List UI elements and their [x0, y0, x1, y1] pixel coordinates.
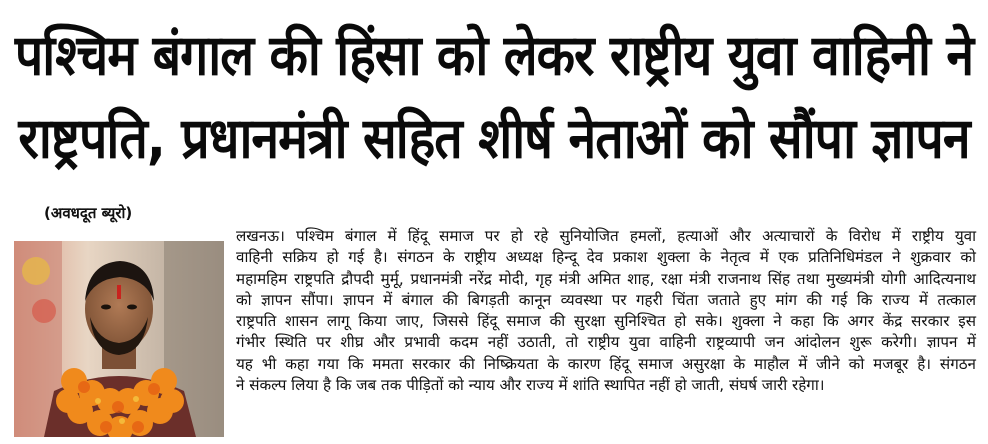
headline: [0, 14, 988, 180]
article-line: महामहिम राष्ट्रपति द्रौपदी मुर्मू, प्रधानमंत्री नरेंद्र मोदी, गृह मंत्री अमित शाह, रक्षा मंत्री राजनाथ सिंह तथा मुख्यमंत्री योगी आदित्यनाथ: [236, 269, 976, 288]
headline-line-1: पश्चिम बंगाल की हिंसा को लेकर राष्ट्रीय युवा वाहिनी ने: [14, 22, 974, 88]
headline-line-2: राष्ट्रपति, प्रधानमंत्री सहित शीर्ष नेताओं को सौंपा ज्ञापन: [18, 105, 970, 171]
article-body: [236, 226, 976, 396]
article-line: गंभीर स्थिति पर शीघ्र और प्रभावी कदम नहीं उठाती, तो राष्ट्रीय युवा वाहिनी राष्ट्रव्यापी जन आंदोलन शुरू करेगी। ज्ञापन में: [236, 333, 976, 352]
byline: (अवधदूत ब्यूरो): [44, 204, 133, 222]
article-line: को ज्ञापन सौंपा। ज्ञापन में बंगाल की बिगड़ती कानून व्यवस्था पर गहरी चिंता जताते हुए मांग की गई कि राज्य में तत्काल: [236, 290, 976, 309]
article-photo: [14, 241, 224, 437]
garlanded-man-photo: [14, 241, 224, 437]
article-line: ने संकल्प लिया है कि जब तक पीड़ितों को न्याय और राज्य में शांति स्थापित नहीं हो जाती, संघर्ष जारी रहेगा।: [236, 376, 825, 395]
article-line: राष्ट्रपति शासन लागू किया जाए, जिससे हिंदू समाज की सुरक्षा सुनिश्चित हो सके। शुक्ला ने कहा कि अगर केंद्र सरकार इस: [236, 312, 976, 331]
article-line: लखनऊ। पश्चिम बंगाल में हिंदू समाज पर हो रहे सुनियोजित हमलों, हत्याओं और अत्याचारों के विरोध में राष्ट्रीय युवा: [236, 227, 976, 245]
article-line: वाहिनी सक्रिय हो गई है। संगठन के राष्ट्रीय अध्यक्ष हिन्दू देव प्रकाश शुक्ला के नेतृत्व में एक प्रतिनिधिमंडल ने शुक्रवार को: [236, 248, 976, 267]
article-line: यह भी कहा गया कि ममता सरकार की निष्क्रियता के कारण हिंदू समाज असुरक्षा के माहौल में जीने को मजबूर है। संगठन: [236, 354, 976, 373]
